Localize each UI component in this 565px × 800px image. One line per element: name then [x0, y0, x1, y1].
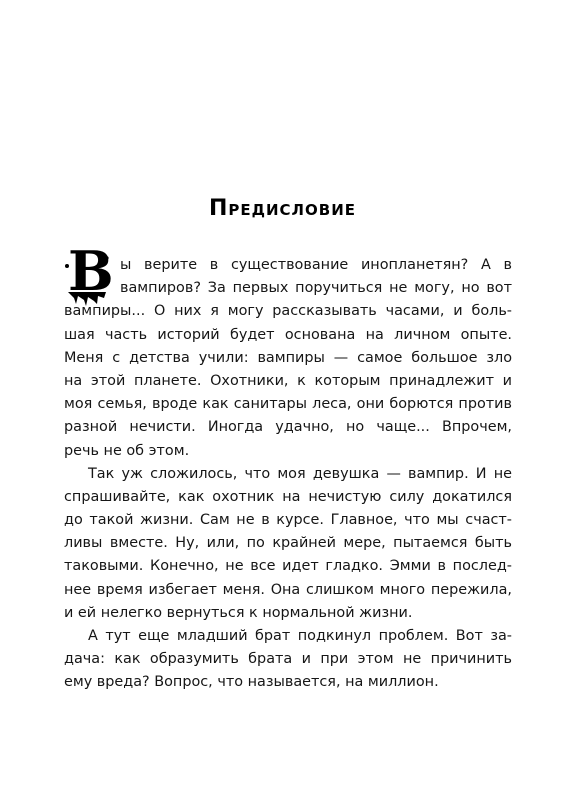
chapter-heading: Предисловие: [208, 196, 357, 221]
text-line: ы верите в существование инопланетян? А в: [120, 257, 512, 273]
text-line: ему вреда? Вопрос, что называется, на миллион.: [64, 674, 439, 691]
text-line: ливы вместе. Ну, или, по крайней мере, пытаемся быть: [64, 535, 512, 552]
text-line: шая часть историй будет основана на личном опыте.: [64, 326, 512, 343]
text-line: нее время избегает меня. Она слишком много пережила,: [64, 581, 512, 598]
text-line: таковыми. Конечно, не все идет гладко. Эмми в послед-: [64, 558, 512, 575]
text-line: Меня с детства учили: вампиры — самое большое зло: [64, 349, 512, 366]
text-line: спрашивайте, как охотник на нечистую силу докатился: [64, 488, 512, 505]
drop-cap-letter: В: [68, 239, 114, 303]
text-line: Так уж сложилось, что моя девушка — вампир. И не: [88, 465, 512, 482]
text-line: вампиров? За первых поручиться не могу, но вот: [120, 280, 512, 297]
text-line: на этой планете. Охотники, к которым принадлежит и: [64, 372, 512, 389]
text-line: А тут еще младший брат подкинул проблем. Вот за-: [88, 628, 512, 644]
text-line: до такой жизни. Сам не в курсе. Главное, что мы счаст-: [64, 512, 512, 529]
preface-text: [64, 254, 512, 695]
text-line: разной нечисти. Иногда удачно, но чаще... Впрочем,: [64, 419, 512, 436]
text-line: дача: как образумить брата и при этом не причинить: [64, 651, 512, 668]
text-line: речь не об этом.: [64, 442, 190, 459]
text-line: моя семья, вроде как санитары леса, они борются против: [64, 396, 512, 413]
text-line: вампиры... О них я могу рассказывать часами, и боль-: [64, 303, 512, 320]
text-line: и ей нелегко вернуться к нормальной жизни.: [64, 604, 413, 621]
